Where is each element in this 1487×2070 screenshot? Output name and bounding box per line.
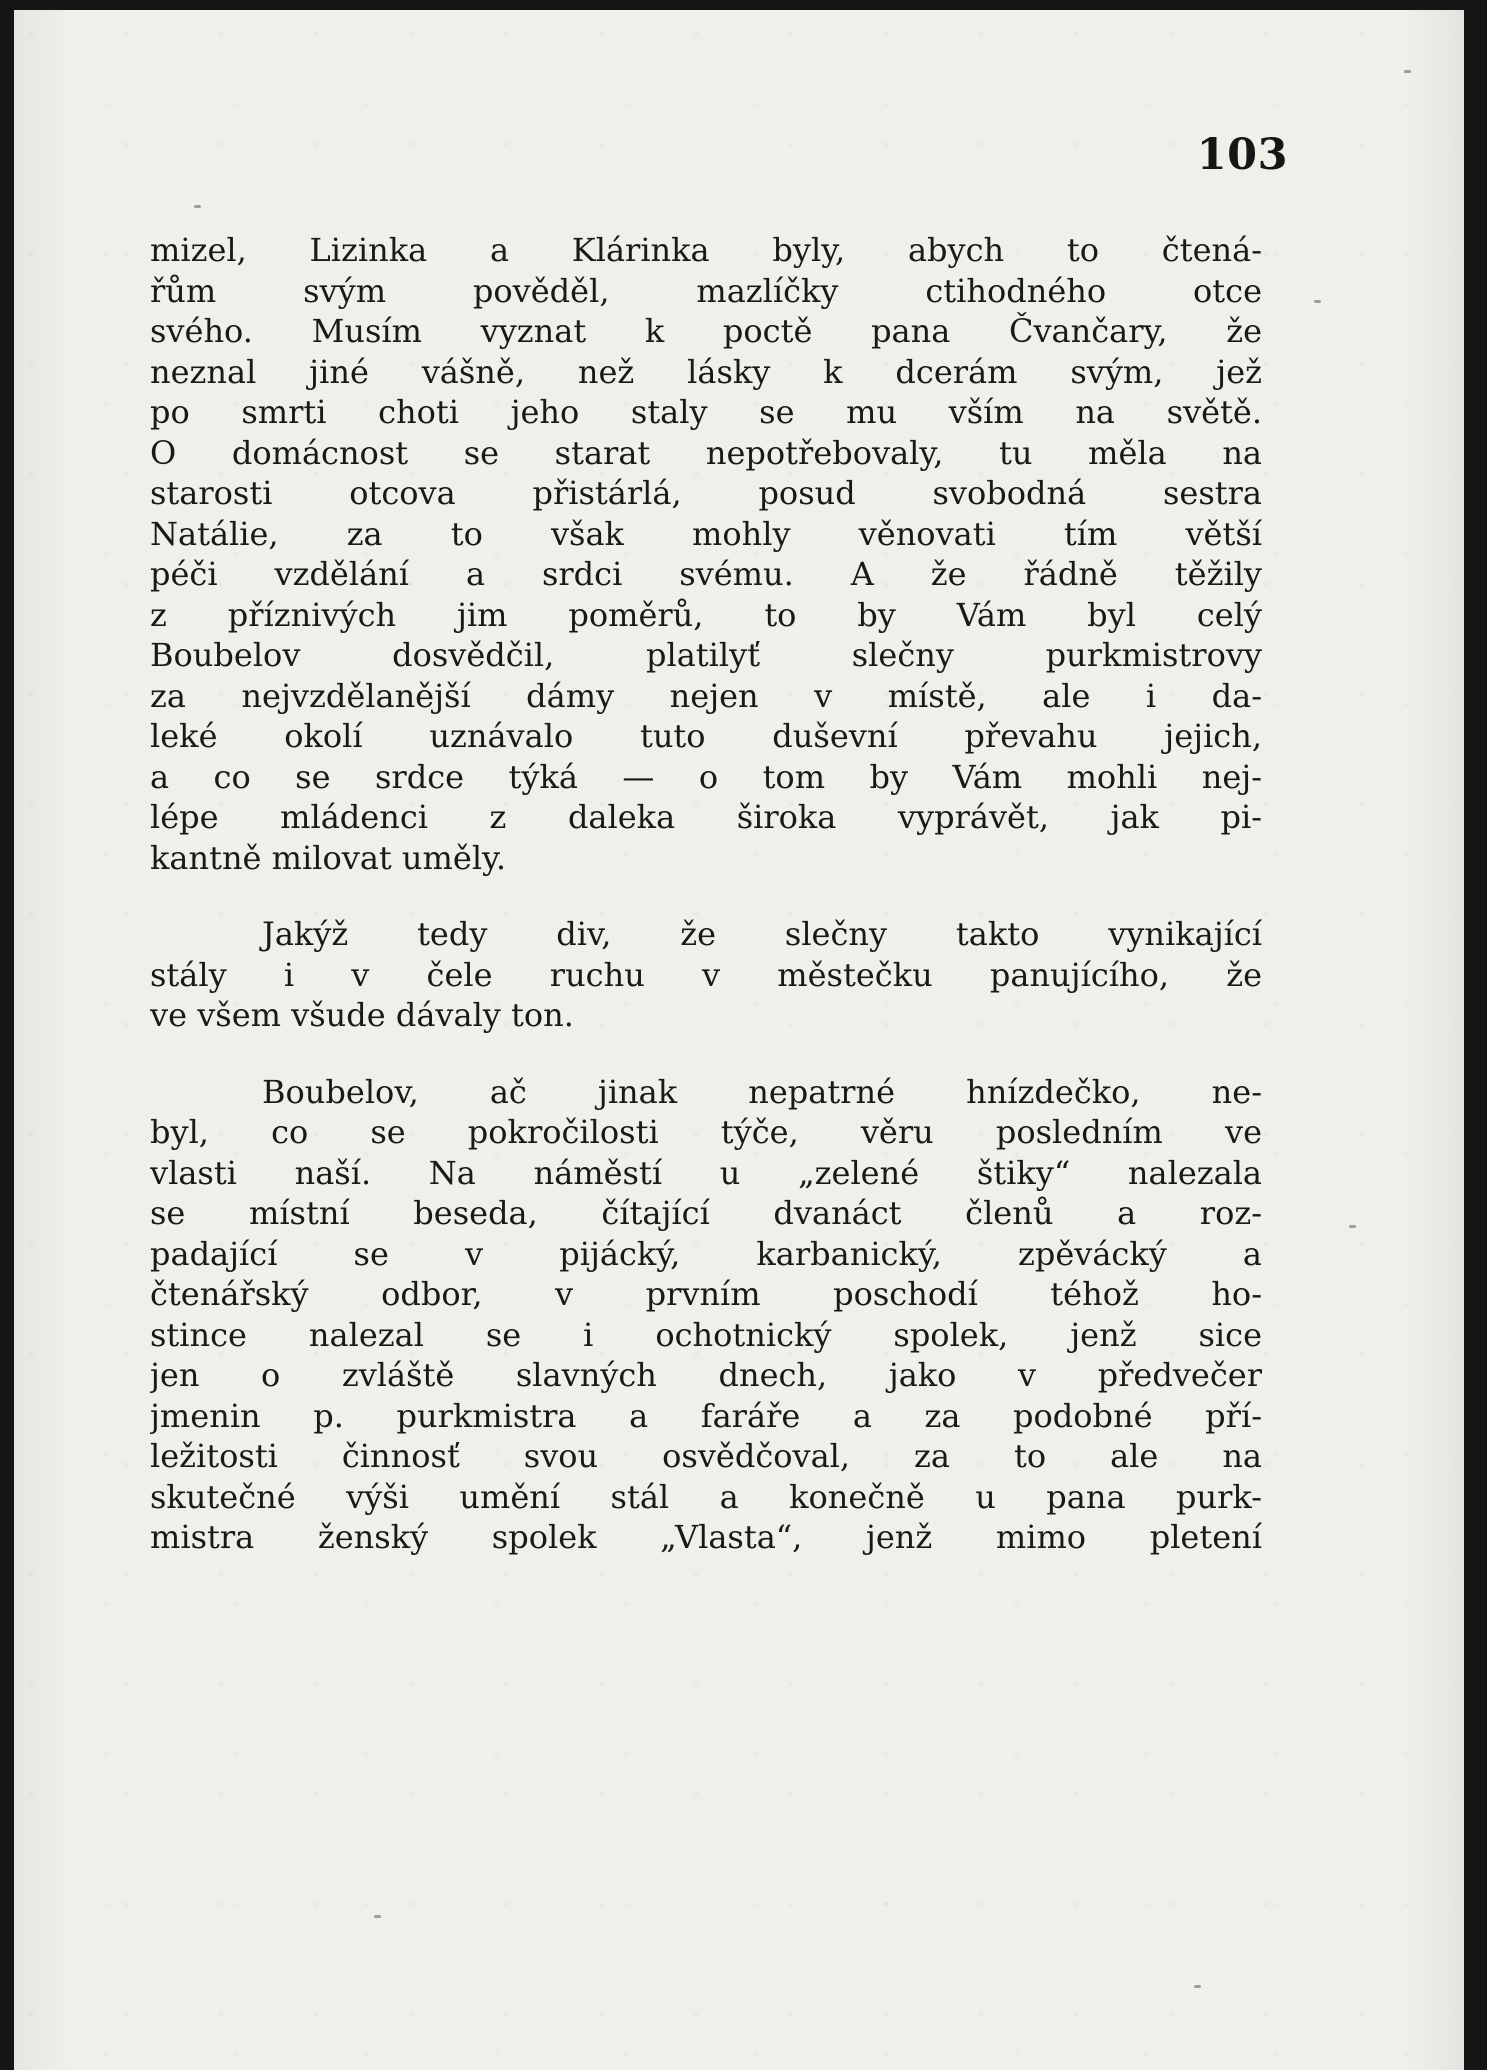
paper-speck <box>1314 300 1321 303</box>
text-line: padající se v pijácký, karbanický, zpěvácký a <box>150 1234 1262 1273</box>
text-line: za nejvzdělanější dámy nejen v místě, ale i da- <box>150 676 1262 715</box>
paper-speck <box>1349 1225 1356 1228</box>
body-text <box>150 230 1262 1558</box>
text-line: starosti otcova přistárlá, posud svobodná sestra <box>150 474 1262 512</box>
text-line: řům svým pověděl, mazlíčky ctihodného otce <box>150 271 1262 310</box>
text-line: péči vzdělání a srdci svému. A že řádně těžily <box>150 555 1262 593</box>
text-line: byl, co se pokročilosti týče, věru posledním ve <box>150 1113 1262 1151</box>
text-line: stály i v čele ruchu v městečku panujícího, že <box>150 955 1262 994</box>
paper-speck <box>1194 1985 1201 1988</box>
paragraph-gap <box>150 878 1262 914</box>
text-line: mizel, Lizinka a Klárinka byly, abych to čtená- <box>150 231 1262 269</box>
text-line: Boubelov, ač jinak nepatrné hnízdečko, ne- <box>262 1072 1262 1111</box>
text-line: kantně milovat uměly. <box>150 838 507 877</box>
text-line: z příznivých jim poměrů, to by Vám byl celý <box>150 595 1262 634</box>
paragraph-3 <box>150 1072 1262 1558</box>
text-line: Natálie, za to však mohly věnovati tím větší <box>150 514 1262 553</box>
text-line: mistra ženský spolek „Vlasta“, jenž mimo pletení <box>150 1518 1262 1556</box>
text-line: skutečné výši umění stál a konečně u pana purk- <box>150 1477 1262 1516</box>
text-line: stince nalezal se i ochotnický spolek, jenž sice <box>150 1315 1262 1354</box>
text-line: neznal jiné vášně, než lásky k dcerám svým, jež <box>150 352 1262 391</box>
text-line: čtenářský odbor, v prvním poschodí téhož ho- <box>150 1275 1262 1313</box>
text-line: ležitosti činnosť svou osvědčoval, za to ale na <box>150 1437 1262 1475</box>
text-line: a co se srdce týká — o tom by Vám mohli nej- <box>150 757 1262 796</box>
paragraph-1 <box>150 230 1262 878</box>
text-line: ve všem všude dávaly ton. <box>150 996 574 1034</box>
text-line: jen o zvláště slavných dnech, jako v předvečer <box>150 1356 1262 1394</box>
text-line: vlasti naší. Na náměstí u „zelené štiky“ nalezala <box>150 1153 1262 1192</box>
text-line: O domácnost se starat nepotřebovaly, tu měla na <box>150 433 1262 472</box>
text-line: Jakýž tedy div, že slečny takto vynikající <box>262 915 1262 953</box>
paper-speck <box>194 205 201 208</box>
text-line: svého. Musím vyznat k poctě pana Čvančary, že <box>150 312 1262 350</box>
text-line: lépe mládenci z daleka široka vyprávět, jak pi- <box>150 798 1262 836</box>
paragraph-gap <box>150 1036 1262 1072</box>
text-line: jmenin p. purkmistra a faráře a za podobné pří- <box>150 1396 1262 1435</box>
text-line: po smrti choti jeho staly se mu vším na světě. <box>150 393 1262 431</box>
text-line: Boubelov dosvědčil, platilyť slečny purkmistrovy <box>150 636 1262 674</box>
text-line: leké okolí uznávalo tuto duševní převahu jejich, <box>150 717 1262 755</box>
paragraph-2 <box>150 914 1262 1036</box>
paper-speck <box>374 1915 381 1918</box>
text-line: se místní beseda, čítající dvanáct členů a roz- <box>150 1194 1262 1232</box>
page-number: 103 <box>1196 130 1288 180</box>
paper-speck <box>1404 70 1411 73</box>
